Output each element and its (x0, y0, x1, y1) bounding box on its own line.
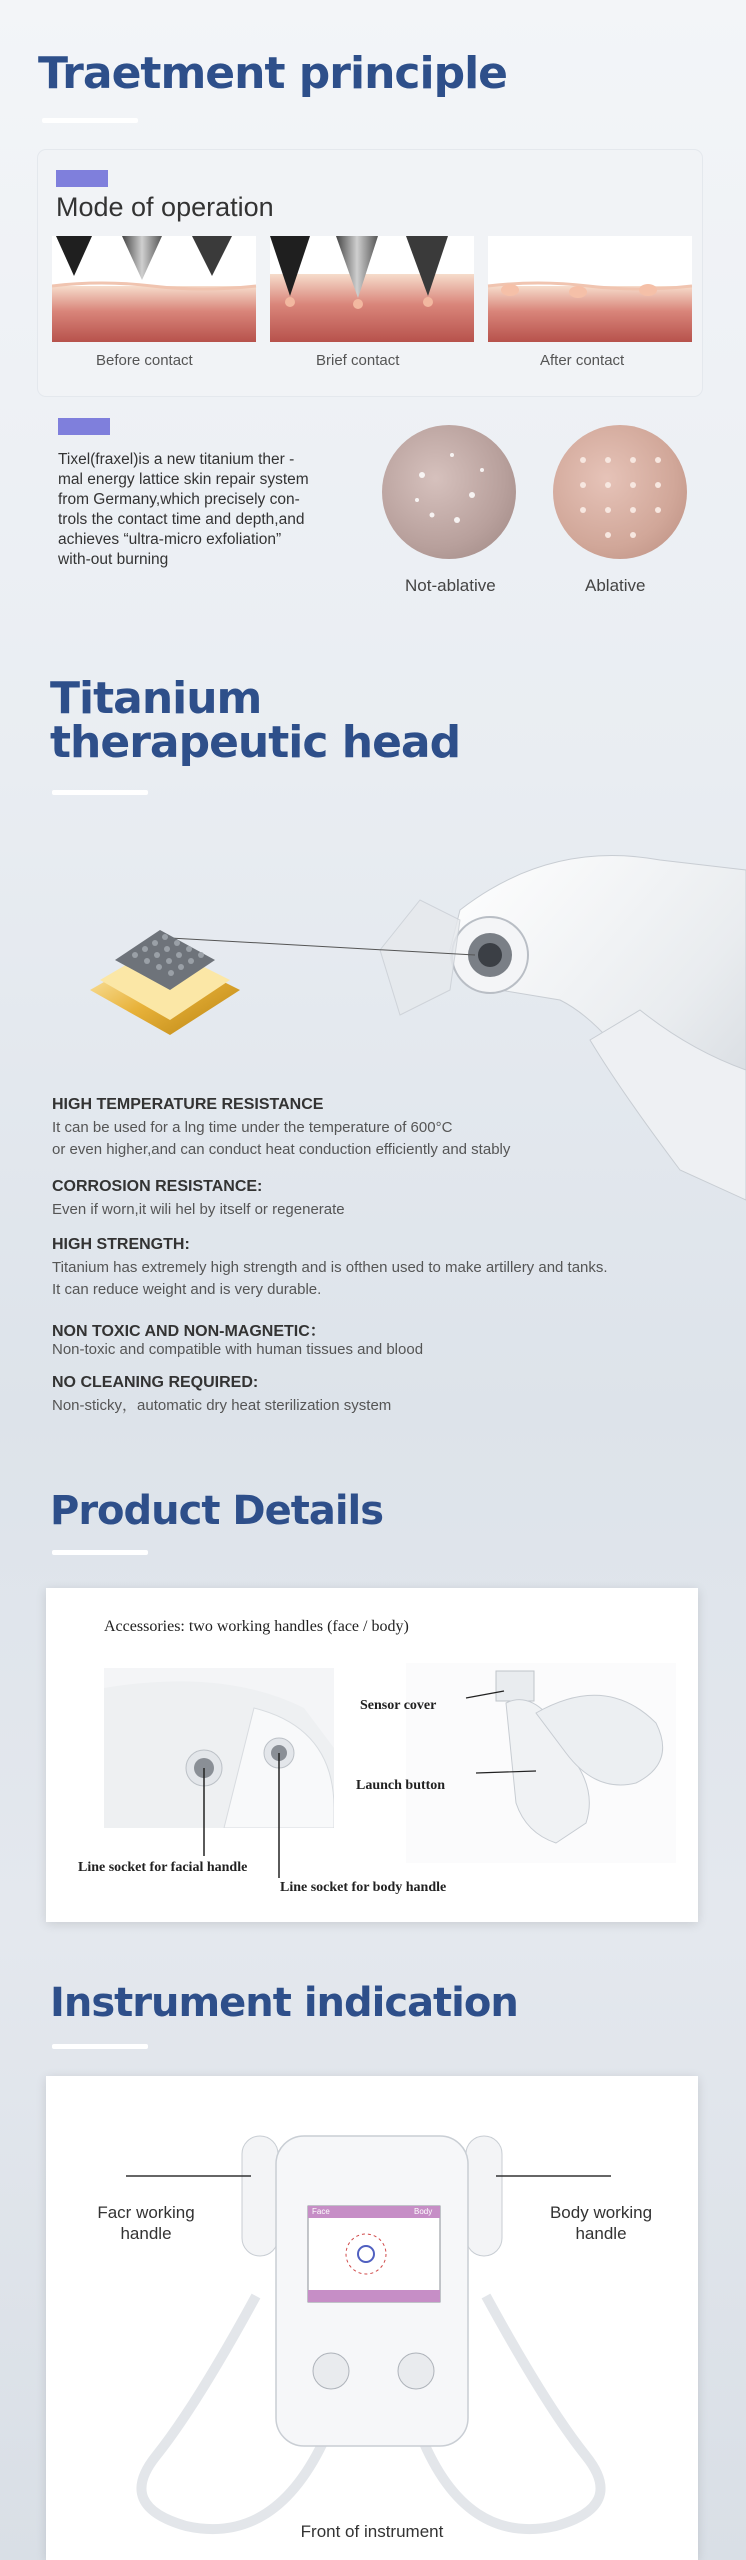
feature-heading-corrosion: CORROSION RESISTANCE: (52, 1178, 263, 1195)
treatment-title-underline (42, 118, 138, 123)
screen-body-label: Body (414, 2207, 433, 2216)
body-handle-label: Body working handle (549, 2203, 653, 2243)
product-details-card (46, 1588, 698, 1922)
instrument-illustration (46, 2076, 698, 2560)
not-ablative-sample-image (382, 425, 516, 559)
before-contact-diagram (52, 236, 256, 342)
front-of-instrument-caption: Front of instrument (300, 2522, 444, 2541)
product-details-underline (52, 1550, 148, 1555)
stage-label-brief: Brief contact (316, 352, 400, 369)
mode-label: Mode of operation (56, 192, 274, 222)
after-contact-diagram (488, 236, 692, 342)
instrument-title-underline (52, 2044, 148, 2049)
facial-socket-label: Line socket for facial handle (78, 1860, 248, 1875)
stage-label-before: Before contact (96, 352, 193, 369)
mode-of-operation-panel (38, 150, 702, 396)
ablative-label: Ablative (585, 576, 646, 595)
brief-contact-diagram (270, 236, 474, 342)
treatment-description: Tixel(fraxel)is a new titanium ther - mal energy lattice skin repair system from Germany,which precisely con- trols the contact time and depth,and achieves “ultra-micro exfoliation” with-out burning (58, 451, 309, 568)
ablative-sample-image (553, 425, 687, 559)
titanium-title-line2: therapeutic head (50, 717, 461, 768)
titanium-head-illustration (80, 840, 746, 1230)
face-handle-label: Facr working handle (97, 2203, 195, 2243)
stage-label-after: After contact (540, 352, 625, 369)
instrument-card (46, 2076, 698, 2560)
launch-button-label: Launch button (356, 1778, 446, 1793)
feature-heading-high-strength: HIGH STRENGTH: (52, 1236, 190, 1253)
instrument-title: Instrument indication (50, 1980, 518, 2026)
stage-diagrams (52, 236, 692, 356)
feature-heading-non-toxic: NON TOXIC AND NON-MAGNETIC： (52, 1323, 326, 1340)
mode-accent-bar (56, 170, 108, 187)
product-details-title: Product Details (50, 1488, 384, 1534)
screen-face-label: Face (312, 2207, 330, 2216)
feature-text-high-temperature: It can be used for a lng time under the temperature of 600°C or even higher,and can conduct heat conduction efficiently and stably (52, 1119, 511, 1158)
feature-text-no-cleaning: Non-sticky，automatic dry heat sterilization system (52, 1397, 392, 1414)
treatment-title: Traetment principle (38, 48, 507, 99)
feature-text-high-strength: Titanium has extremely high strength and is ofthen used to make artillery and tanks. It can reduce weight and is very durable. (52, 1259, 608, 1298)
sensor-cover-label: Sensor cover (360, 1698, 437, 1713)
feature-heading-no-cleaning: NO CLEANING REQUIRED: (52, 1374, 259, 1391)
accessories-text: Accessories: two working handles (face / body) (104, 1618, 409, 1635)
feature-text-non-toxic: Non-toxic and compatible with human tissues and blood (52, 1341, 424, 1358)
feature-heading-high-temperature: HIGH TEMPERATURE RESISTANCE (52, 1096, 324, 1113)
titanium-title-line1: Titanium (50, 673, 262, 724)
feature-text-corrosion: Even if worn,it wili hel by itself or regenerate (52, 1201, 345, 1218)
description-accent-bar (58, 418, 110, 435)
not-ablative-label: Not-ablative (405, 576, 496, 595)
body-socket-label: Line socket for body handle (280, 1880, 447, 1895)
handle-image (406, 1663, 676, 1863)
titanium-title-underline (52, 790, 148, 795)
